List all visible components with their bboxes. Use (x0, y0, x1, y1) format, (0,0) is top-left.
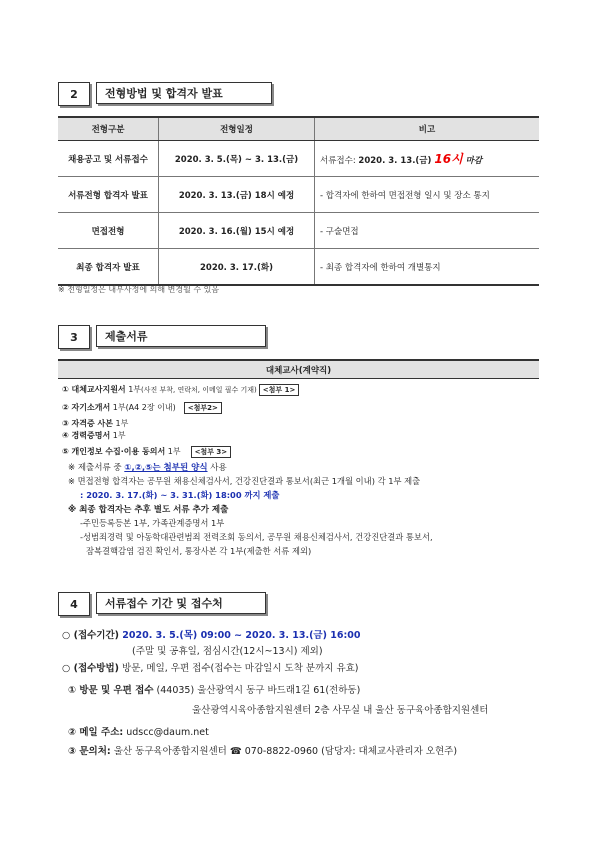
table-row (58, 249, 539, 286)
final-doc-line: 잠복결핵감염 검진 확인서, 통장사본 각 1부(제출한 서류 제외) (86, 546, 312, 556)
schedule-table (58, 116, 539, 286)
type-cell: 면접전형 (58, 213, 159, 249)
note-text: 서류접수: (320, 156, 359, 166)
date-cell: 2020. 3. 17.(화) (159, 249, 315, 286)
section-title: 서류접수 기간 및 접수처 (96, 592, 266, 614)
interview-note: ※ 면접전형 합격자는 공무원 채용신체검사서, 건강진단결과 통보서(최근 1개월 이내) 각 1부 제출 (68, 476, 421, 486)
receive-period (62, 627, 361, 641)
doc-item (62, 384, 299, 396)
note-cell: - 합격자에 한하여 면접전형 일시 및 장소 통지 (315, 177, 540, 213)
final-note: ※ 최종 합격자는 추후 별도 서류 추가 제출 (68, 505, 229, 515)
final-doc-line: -주민등록등본 1부, 가족관계증명서 1부 (80, 518, 225, 528)
address-label: ① 방문 및 우편 접수 (68, 685, 154, 696)
doc-name: ④ 경력증명서 (62, 431, 111, 440)
period-value: 2020. 3. 5.(목) 09:00 ~ 2020. 3. 13.(금) 16:00 (122, 630, 361, 641)
contact-label: ③ 문의처: (68, 746, 111, 757)
address-detail: 울산광역시육아종합지원센터 2층 사무실 내 울산 동구육아종합지원센터 (192, 705, 489, 716)
column-header: 전형구분 (58, 117, 159, 141)
doc-detail: (사진 부착, 연락처, 이메일 필수 기재) (141, 386, 257, 394)
section-title: 전형방법 및 합격자 발표 (96, 82, 272, 104)
period-exclusion: (주말 및 공휴일, 점심시간(12시~13시) 제외) (132, 646, 323, 657)
note-date: 2020. 3. 13.(금) (358, 156, 435, 166)
doc-item (62, 402, 222, 414)
note-cell (315, 141, 540, 177)
form-note (68, 461, 227, 473)
table-row (58, 141, 539, 177)
note-text: ※ 제출서류 중 (68, 463, 125, 473)
doc-count: 1부 (110, 431, 126, 440)
receive-method (62, 660, 359, 674)
doc-item (62, 430, 126, 441)
final-doc-line: -성범죄경력 및 아동학대관련범죄 전력조회 동의서, 공무원 채용신체검사서, 건강진단결과 통보서, (80, 532, 433, 542)
doc-item (62, 418, 128, 429)
note-cell: - 구술면접 (315, 213, 540, 249)
address-value: (44035) 울산광역시 동구 바드래1길 61(전하동) (153, 685, 361, 696)
method-value: 방문, 메일, 우편 접수(접수는 마감일시 도착 분까지 유효) (119, 663, 359, 674)
doc-name: ① 대체교사지원서 (62, 385, 126, 394)
attachment-tag: <첨부2> (184, 402, 222, 414)
section-3-header (58, 325, 266, 349)
section-4-header (58, 592, 266, 616)
schedule-note: ※ 전형일정은 내부사정에 의해 변경될 수 있음 (58, 285, 220, 294)
type-cell: 채용공고 및 서류접수 (58, 141, 159, 177)
contact-info (68, 743, 457, 757)
date-cell: 2020. 3. 5.(목) ~ 3. 13.(금) (159, 141, 315, 177)
visit-mail-address (68, 682, 360, 696)
doc-name: ② 자기소개서 (62, 403, 111, 412)
doc-count: 1부 (125, 385, 142, 394)
period-label: ○ (접수기간) (62, 630, 123, 641)
date-cell: 2020. 3. 16.(월) 15시 예정 (159, 213, 315, 249)
section-2-header (58, 82, 272, 106)
section-number: 3 (58, 325, 90, 349)
column-header: 비고 (315, 117, 540, 141)
interview-deadline: : 2020. 3. 17.(화) ~ 3. 31.(화) 18:00 까지 제출 (80, 490, 280, 500)
doc-name: ③ 자격증 사본 (62, 419, 113, 428)
attachment-tag: <첨부 1> (259, 384, 300, 396)
section-title: 제출서류 (96, 325, 266, 347)
email-label: ② 메일 주소: (68, 727, 124, 738)
type-cell: 서류전형 합격자 발표 (58, 177, 159, 213)
type-cell: 최종 합격자 발표 (58, 249, 159, 286)
attachment-tag: <첨부 3> (191, 446, 232, 458)
method-label: ○ (접수방법) (62, 663, 119, 674)
email-address (68, 724, 209, 738)
table-row (58, 177, 539, 213)
deadline-time: 16시 (434, 152, 463, 166)
section-number: 2 (58, 82, 90, 106)
note-highlight: ①,②,⑤는 첨부된 양식 (124, 463, 208, 473)
note-cell: - 최종 합격자에 한하여 개별통지 (315, 249, 540, 286)
doc-count: 1부 (165, 447, 181, 456)
note-text: 마감 (462, 156, 483, 166)
date-cell: 2020. 3. 13.(금) 18시 예정 (159, 177, 315, 213)
doc-name: ⑤ 개인정보 수집·이용 동의서 (62, 447, 166, 456)
section-number: 4 (58, 592, 90, 616)
doc-count: 1부 (112, 419, 129, 428)
documents-bar: 대체교사(계약직) (58, 359, 539, 379)
table-header-row (58, 117, 539, 141)
contact-value: 울산 동구육아종합지원센터 ☎ 070-8822-0960 (담당자: 대체교사관리자 오현주) (110, 746, 458, 757)
doc-count: 1부(A4 2장 이내) (110, 403, 176, 412)
doc-item (62, 446, 231, 458)
email-value[interactable]: udscc@daum.net (123, 727, 209, 738)
note-text: 사용 (207, 463, 227, 473)
column-header: 전형일정 (159, 117, 315, 141)
table-row (58, 213, 539, 249)
